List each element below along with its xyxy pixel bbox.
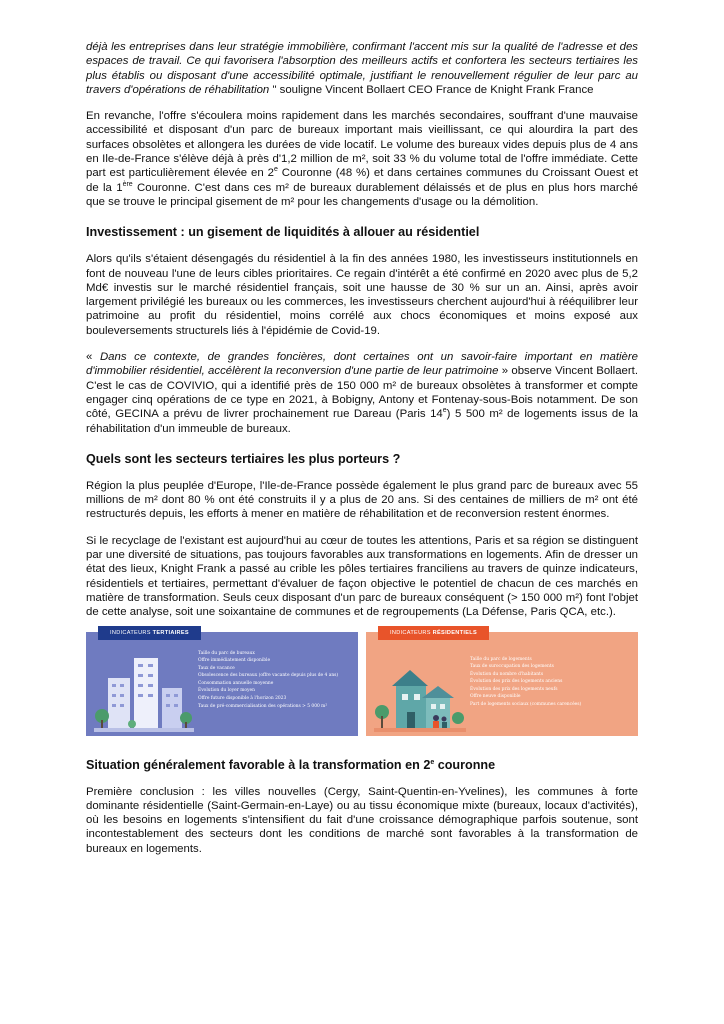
superscript: e xyxy=(442,407,447,415)
superscript: e xyxy=(430,758,435,766)
tertiary-panel-tab xyxy=(98,626,201,640)
tab-title: TERTIAIRES xyxy=(152,629,189,636)
paragraph-secondary-markets xyxy=(86,109,638,209)
superscript: ère xyxy=(122,180,133,188)
heading-deuxieme-couronne xyxy=(86,758,638,773)
indicator-item: Évolution du loyer moyen xyxy=(198,688,255,694)
text-run: Couronne (48 %) et dans certaines communes du Croissant Ouest et de la 1 xyxy=(86,167,638,194)
quote-text: déjà les entreprises dans leur stratégie immobilière, confirmant l'accent mis sur la qualité de l'adresse et des espaces de travail. Ce qui favorisera l'absorption des meilleurs actifs et confortera les secteurs tertiaires les plus établis ou disposant d'une accessibilité optimale, justifiant le renouvellement régulier de leur parc au travers d'opérations de réhabilitation xyxy=(86,41,638,96)
indicator-item: Taux de vacance xyxy=(198,665,235,671)
text-run: Situation généralement favorable à la transformation en 2 xyxy=(86,757,431,772)
indicator-item: Taux de suroccupation des logements xyxy=(470,664,554,670)
indicator-item: Taux de pré-commercialisation des opérations > 5 000 m² xyxy=(198,703,328,709)
residential-panel-tab xyxy=(378,626,489,640)
paragraph-quote-continuation xyxy=(86,40,638,97)
indicator-item: Obsolescence des bureaux (offre vacante depuis plus de 4 ans) xyxy=(198,673,339,679)
superscript: e xyxy=(273,166,278,174)
paragraph-first-conclusion: Première conclusion : les villes nouvelles (Cergy, Saint-Quentin-en-Yvelines), les communes à forte dominante résidentielle (Saint-Germain-en-Laye) ou au tissu économique mixte (bureaux, locaux d'activités), où les besoins en logements s'intensifient du fait d'une croissance démographique parfois soutenue, sont incontestablement des secteurs dont les conditions de marché sont favorables à la transformation de bureaux en logements. xyxy=(86,785,638,855)
tab-title: RÉSIDENTIELS xyxy=(432,629,477,636)
indicator-item: Part de logements sociaux (communes carencées) xyxy=(470,702,582,708)
tab-prefix: INDICATEURS xyxy=(390,629,431,636)
paragraph-recyclage: Si le recyclage de l'existant est aujourd'hui au cœur de toutes les attentions, Paris et sa région se distinguent par une diversité de situations, pas toujours favorables aux transformations en logements. Afin de dresser un état des lieux, Knight Frank a passé au crible les pôles tertiaires franciliens au travers de quinze indicateurs, résidentiels et tertiaires, permettant d'évaluer de façon objective le potentiel de chacun de ces marchés en matière de transformation. Seuls ceux disposant d'un parc de bureaux conséquent (> 150 000 m²) font l'objet de cette analyse, soit une soixantaine de communes et de regroupements (La Défense, Paris QCA, etc.). xyxy=(86,534,638,619)
paragraph-ile-de-france: Région la plus peuplée d'Europe, l'Ile-de-France possède également le plus grand parc de bureaux avec 55 millions de m² dont 80 % ont été construits il y a plus de 20 ans. Si des centaines de milliers de m² ont été restructurés depuis, les efforts à mener en matière de réhabilitation et de reconversion restent énormes. xyxy=(86,479,638,521)
residential-houses-illustration xyxy=(374,648,466,734)
tab-prefix: INDICATEURS xyxy=(110,629,151,636)
paragraph-fonciers xyxy=(86,350,638,436)
indicator-item: Consommation annuelle moyenne xyxy=(198,680,274,686)
indicator-item: Évolution du nombre d'habitants xyxy=(470,671,544,677)
article-body xyxy=(86,40,638,868)
residential-indicators-list xyxy=(470,656,581,709)
text-run: » observe Vincent Bollaert. C'est le cas de COVIVIO, qui a identifié près de 150 000 m² de bureaux obsolètes à transformer et compte engager cinq opérations de ce type en 2021, à Bobigny, Antony et Fontenay-sous-Bois notamment. De son côté, GECINA a prévu de livrer prochainement rue Dareau (Paris 14 xyxy=(86,365,639,421)
indicators-infographic xyxy=(86,629,638,736)
indicator-item: Taille du parc de logements xyxy=(470,656,532,662)
text-run: couronne xyxy=(434,757,496,772)
quote-text: Dans ce contexte, de grandes foncières, dont certaines ont un savoir-faire important en matière d'immobilier résidentiel, accélèrent la reconversion d'une partie de leur patrimoine xyxy=(86,351,639,378)
indicator-item: Offre neuve disponible xyxy=(470,694,521,700)
heading-secteurs-tertiaires: Quels sont les secteurs tertiaires les plus porteurs ? xyxy=(86,451,401,466)
tertiary-indicators-list xyxy=(198,650,338,711)
indicator-item: Taille du parc de bureaux xyxy=(198,650,255,656)
quote-attribution: " souligne Vincent Bollaert CEO France de Knight Frank France xyxy=(269,83,594,96)
indicator-item: Offre future disponible à l'horizon 2023 xyxy=(198,696,287,702)
tertiary-indicators-panel xyxy=(86,629,358,736)
heading-investissement: Investissement : un gisement de liquidités à allouer au résidentiel xyxy=(86,225,480,240)
text-run: Couronne. C'est dans ces m² de bureaux durablement délaissés et de plus en plus hors marché que se trouve le principal gisement de m² pour les changements d'usage ou la démolition. xyxy=(86,181,639,208)
text-run: ) 5 500 m² de logements issus de la réhabilitation d'un immeuble de bureaux. xyxy=(86,408,638,435)
text-run: En revanche, l'offre s'écoulera moins rapidement dans les marchés secondaires, souffrant d'une mauvaise accessibilité et disposant d'un parc de bureaux important mais vieillissant, ce qui alourdira la part des surfaces obsolètes et allongera les durées de vide locatif. Le volume des bureaux vides depuis plus de 4 ans en Ile-de-France s'élève déjà à près d'1,2 million de m², soit 33 % du volume total de l'offre immédiate. Cette part est particulièrement élevée en 2 xyxy=(86,110,638,180)
indicator-item: Évolution des prix des logements anciens xyxy=(470,679,563,685)
text-run: « xyxy=(86,351,100,364)
office-buildings-illustration xyxy=(94,648,194,734)
paragraph-investors: Alors qu'ils s'étaient désengagés du résidentiel à la fin des années 1980, les investisseurs institutionnels en font de nouveau l'une de leurs cibles prioritaires. Ce regain d'intérêt a été confirmé en 2020 avec plus de 5,2 Md€ investis sur le marché résidentiel français, soit une hausse de 30 % sur un an. Ainsi, après avoir largement privilégié les bureaux ou les commerces, les investisseurs cherchent aujourd'hui à rééquilibrer leur patrimoine au profit du résidentiel, moins corrélé aux chocs économiques et moins exposé aux bouleversements structurels liés à l'épidémie de Covid-19. xyxy=(86,253,638,337)
indicator-item: Évolution des prix des logements neufs xyxy=(470,686,558,692)
residential-indicators-panel xyxy=(366,629,638,736)
indicator-item: Offre immédiatement disponible xyxy=(198,658,271,664)
